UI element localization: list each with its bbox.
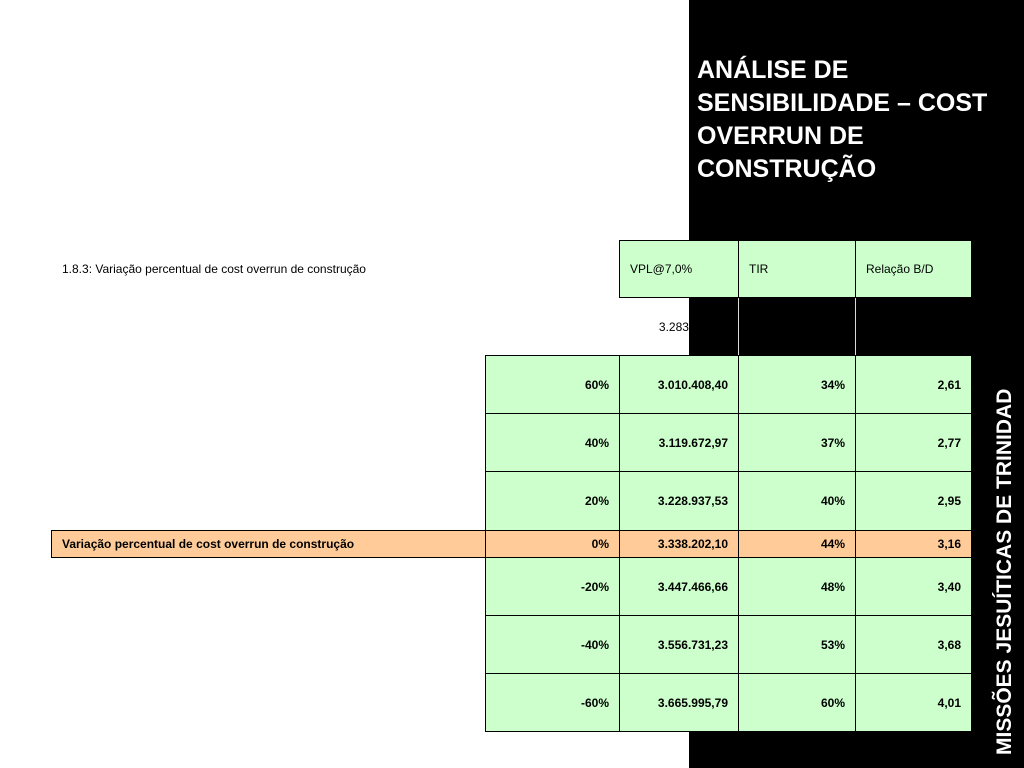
tir-cell: 37% xyxy=(738,413,856,472)
pct-cell: -60% xyxy=(485,673,620,732)
bd-cell: 2,95 xyxy=(855,471,972,531)
base-vpl: 3.283.569,81 xyxy=(658,320,729,334)
bd-cell: 3,16 xyxy=(855,530,972,558)
vpl-cell: 3.556.731,23 xyxy=(619,615,739,674)
side-label: MISSÕES JESUÍTICAS DE TRINIDAD xyxy=(993,388,1016,755)
tir-cell: 40% xyxy=(738,471,856,531)
header-tir: TIR xyxy=(738,240,856,298)
pct-cell: 20% xyxy=(485,471,620,531)
vpl-cell: 3.228.937,53 xyxy=(619,471,739,531)
bd-cell: 4,01 xyxy=(855,673,972,732)
pct-cell: -40% xyxy=(485,615,620,674)
slide-title: ANÁLISE DE SENSIBILIDADE – COST OVERRUN DE CONSTRUÇÃO xyxy=(697,56,988,183)
tir-cell: 48% xyxy=(738,557,856,616)
base-tir: 42% xyxy=(821,320,846,334)
row-label: Variação percentual de cost overrun de construção xyxy=(51,530,486,558)
vpl-cell: 3.447.466,66 xyxy=(619,557,739,616)
tir-cell: 34% xyxy=(738,355,856,414)
header-vpl: VPL@7,0% xyxy=(619,240,739,298)
vpl-cell: 3.119.672,97 xyxy=(619,413,739,472)
side-label-wrapper xyxy=(993,283,1024,755)
pct-cell: 60% xyxy=(485,355,620,414)
base-bd: 3,05 xyxy=(938,320,962,334)
tir-cell: 44% xyxy=(738,530,856,558)
table-subtitle: 1.8.3: Variação percentual de cost overrun de construção xyxy=(62,262,366,276)
bd-cell: 2,61 xyxy=(855,355,972,414)
bd-cell: 3,68 xyxy=(855,615,972,674)
vpl-cell: 3.665.995,79 xyxy=(619,673,739,732)
header-bd: Relação B/D xyxy=(855,240,972,298)
tir-cell: 60% xyxy=(738,673,856,732)
tir-cell: 53% xyxy=(738,615,856,674)
pct-cell: -20% xyxy=(485,557,620,616)
bd-cell: 3,40 xyxy=(855,557,972,616)
bd-cell: 2,77 xyxy=(855,413,972,472)
pct-cell: 0% xyxy=(485,530,620,558)
pct-cell: 40% xyxy=(485,413,620,472)
vpl-cell: 3.338.202,10 xyxy=(619,530,739,558)
vpl-cell: 3.010.408,40 xyxy=(619,355,739,414)
